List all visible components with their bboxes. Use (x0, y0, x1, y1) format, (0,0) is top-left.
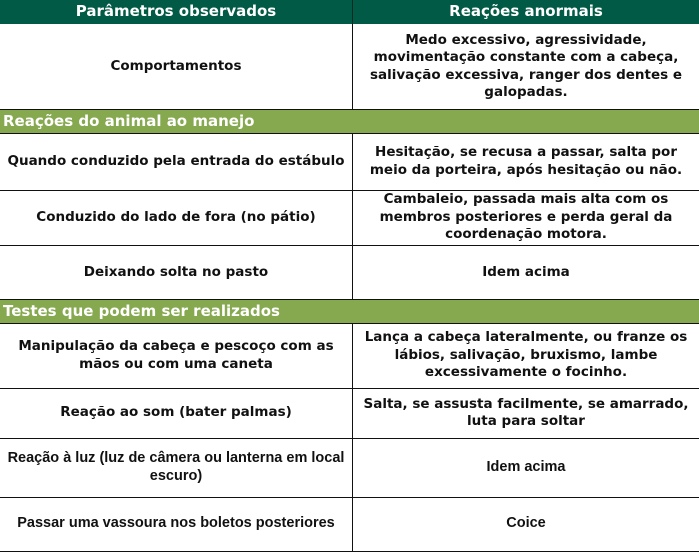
reaction-cell: Medo excessivo, agressividade, movimentação constante com a cabeça, salivação excessiva, ranger dos dentes e galopadas. (352, 24, 699, 109)
table-row (0, 190, 699, 246)
parameter-cell: Reação à luz (luz de câmera ou lanterna em local escuro) (7, 450, 345, 484)
table-row (0, 24, 699, 110)
table-row (0, 133, 699, 191)
reaction-cell: Hesitação, se recusa a passar, salta por meio da porteira, após hesitação ou não. (352, 133, 699, 190)
header-parameters: Parâmetros observados (75, 2, 277, 21)
parameter-cell: Passar uma vassoura nos boletos posteriores (17, 515, 335, 532)
reaction-cell: Cambaleio, passada mais alta com os membros posteriores e perda geral da coordenação motora. (352, 190, 699, 245)
parameter-cell: Deixando solta no pasto (83, 263, 269, 280)
reaction-cell: Idem acima (352, 245, 699, 300)
reaction-cell: Lança a cabeça lateralmente, ou franze os lábios, salivação, bruxismo, lambe excessivamente o focinho. (352, 323, 699, 388)
section-title: Testes que podem ser realizados (3, 301, 280, 320)
section-header (0, 109, 699, 134)
table-row (0, 388, 699, 439)
table-header (0, 0, 699, 24)
table-row (0, 497, 699, 552)
reaction-cell: Idem acima (352, 438, 699, 497)
parameter-cell: Quando conduzido pela entrada do estábulo (7, 152, 345, 169)
parameter-cell: Comportamentos (110, 57, 242, 74)
reaction-cell: Coice (352, 497, 699, 551)
section-title: Reações do animal ao manejo (3, 111, 255, 130)
table-row (0, 323, 699, 389)
table-row (0, 438, 699, 498)
reaction-cell: Salta, se assusta facilmente, se amarrado, luta para soltar (352, 388, 699, 438)
parameter-cell: Conduzido do lado de fora (no pátio) (36, 208, 316, 225)
header-reactions: Reações anormais (352, 0, 699, 24)
parameter-cell: Reação ao som (bater palmas) (60, 404, 292, 421)
parameter-cell: Manipulação da cabeça e pescoço com as mãos ou com uma caneta (18, 338, 334, 372)
table-row (0, 245, 699, 300)
section-header (0, 299, 699, 324)
